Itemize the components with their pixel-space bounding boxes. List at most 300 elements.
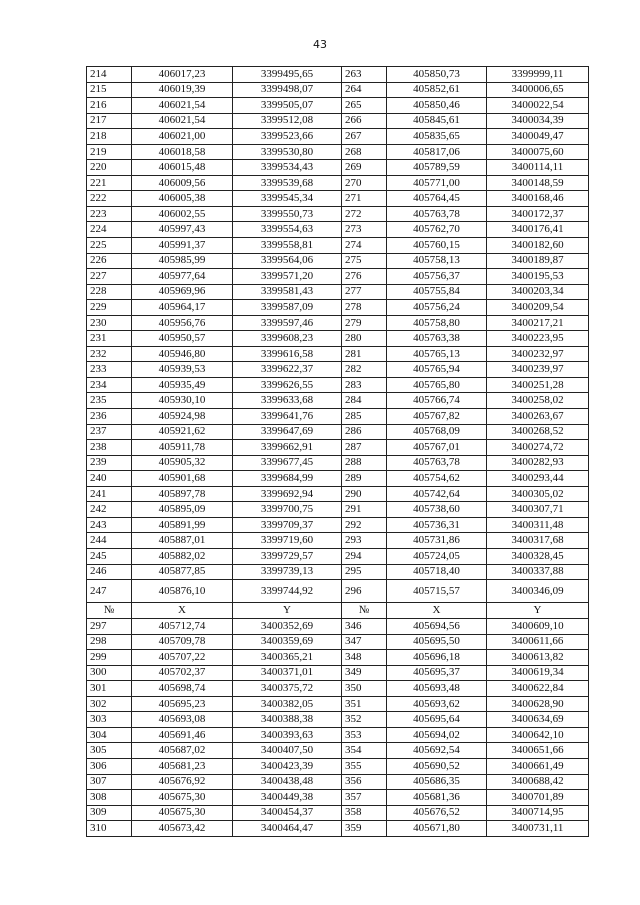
y-column-header: Y xyxy=(487,603,589,619)
point-number-cell: 272 xyxy=(342,206,387,222)
point-number-cell: 227 xyxy=(87,269,132,285)
table-row xyxy=(87,743,589,759)
table-row xyxy=(87,409,589,425)
x-coordinate-cell: 405695,50 xyxy=(387,634,487,650)
point-number-cell: 300 xyxy=(87,665,132,681)
point-number-cell: 358 xyxy=(342,805,387,821)
y-coordinate-cell: 3400393,63 xyxy=(233,727,342,743)
point-number-cell: 295 xyxy=(342,564,387,580)
point-number-cell: 287 xyxy=(342,440,387,456)
number-column-header: № xyxy=(87,603,132,619)
y-coordinate-cell: 3400328,45 xyxy=(487,548,589,564)
y-coordinate-cell: 3400423,39 xyxy=(233,758,342,774)
x-coordinate-cell: 405969,96 xyxy=(132,284,233,300)
y-coordinate-cell: 3399495,65 xyxy=(233,67,342,83)
y-coordinate-cell: 3399729,57 xyxy=(233,548,342,564)
point-number-cell: 223 xyxy=(87,206,132,222)
y-coordinate-cell: 3399684,99 xyxy=(233,471,342,487)
x-coordinate-cell: 405686,35 xyxy=(387,774,487,790)
point-number-cell: 276 xyxy=(342,269,387,285)
point-number-cell: 222 xyxy=(87,191,132,207)
y-coordinate-cell: 3400731,11 xyxy=(487,821,589,837)
x-coordinate-cell: 405897,78 xyxy=(132,486,233,502)
x-coordinate-cell: 406021,00 xyxy=(132,129,233,145)
table-row xyxy=(87,175,589,191)
y-coordinate-cell: 3399709,37 xyxy=(233,517,342,533)
y-coordinate-cell: 3400688,42 xyxy=(487,774,589,790)
point-number-cell: 303 xyxy=(87,712,132,728)
table-row xyxy=(87,821,589,837)
table-row xyxy=(87,727,589,743)
x-coordinate-cell: 405693,08 xyxy=(132,712,233,728)
y-coordinate-cell: 3400365,21 xyxy=(233,650,342,666)
point-number-cell: 304 xyxy=(87,727,132,743)
y-coordinate-cell: 3399545,34 xyxy=(233,191,342,207)
x-coordinate-cell: 406015,48 xyxy=(132,160,233,176)
table-row xyxy=(87,160,589,176)
table-row xyxy=(87,650,589,666)
x-coordinate-cell: 405687,02 xyxy=(132,743,233,759)
point-number-cell: 267 xyxy=(342,129,387,145)
x-coordinate-cell: 405905,32 xyxy=(132,455,233,471)
y-coordinate-cell: 3399662,91 xyxy=(233,440,342,456)
table-row xyxy=(87,805,589,821)
point-number-cell: 246 xyxy=(87,564,132,580)
x-coordinate-cell: 405694,56 xyxy=(387,619,487,635)
y-coordinate-cell: 3400114,11 xyxy=(487,160,589,176)
y-coordinate-cell: 3400628,90 xyxy=(487,696,589,712)
y-coordinate-cell: 3400305,02 xyxy=(487,486,589,502)
point-number-cell: 284 xyxy=(342,393,387,409)
y-coordinate-cell: 3400168,46 xyxy=(487,191,589,207)
table-row xyxy=(87,238,589,254)
y-coordinate-cell: 3399498,07 xyxy=(233,82,342,98)
x-coordinate-cell: 406021,54 xyxy=(132,98,233,114)
coordinates-table xyxy=(86,66,589,837)
y-coordinate-cell: 3400195,53 xyxy=(487,269,589,285)
x-coordinate-cell: 405758,80 xyxy=(387,315,487,331)
y-coordinate-cell: 3399739,13 xyxy=(233,564,342,580)
x-coordinate-cell: 405754,62 xyxy=(387,471,487,487)
table-row xyxy=(87,681,589,697)
table-row xyxy=(87,533,589,549)
y-coordinate-cell: 3400075,60 xyxy=(487,144,589,160)
x-coordinate-cell: 405763,38 xyxy=(387,331,487,347)
x-coordinate-cell: 405758,13 xyxy=(387,253,487,269)
x-coordinate-cell: 405768,09 xyxy=(387,424,487,440)
point-number-cell: 230 xyxy=(87,315,132,331)
table-row xyxy=(87,206,589,222)
x-coordinate-cell: 405715,57 xyxy=(387,580,487,603)
y-coordinate-cell: 3399534,43 xyxy=(233,160,342,176)
y-coordinate-cell: 3400661,49 xyxy=(487,758,589,774)
x-coordinate-cell: 405724,05 xyxy=(387,548,487,564)
x-coordinate-cell: 405876,10 xyxy=(132,580,233,603)
x-coordinate-cell: 406017,23 xyxy=(132,67,233,83)
point-number-cell: 279 xyxy=(342,315,387,331)
x-coordinate-cell: 405845,61 xyxy=(387,113,487,129)
point-number-cell: 307 xyxy=(87,774,132,790)
y-coordinate-cell: 3400232,97 xyxy=(487,346,589,362)
y-coordinate-cell: 3399700,75 xyxy=(233,502,342,518)
y-coordinate-cell: 3400714,95 xyxy=(487,805,589,821)
y-coordinate-cell: 3399550,73 xyxy=(233,206,342,222)
x-coordinate-cell: 405760,15 xyxy=(387,238,487,254)
x-coordinate-cell: 405763,78 xyxy=(387,206,487,222)
x-coordinate-cell: 405946,80 xyxy=(132,346,233,362)
x-coordinate-cell: 405877,85 xyxy=(132,564,233,580)
point-number-cell: 283 xyxy=(342,377,387,393)
point-number-cell: 224 xyxy=(87,222,132,238)
point-number-cell: 288 xyxy=(342,455,387,471)
y-coordinate-cell: 3399587,09 xyxy=(233,300,342,316)
point-number-cell: 232 xyxy=(87,346,132,362)
point-number-cell: 274 xyxy=(342,238,387,254)
x-coordinate-cell: 405718,40 xyxy=(387,564,487,580)
point-number-cell: 242 xyxy=(87,502,132,518)
y-coordinate-cell: 3400352,69 xyxy=(233,619,342,635)
table-row xyxy=(87,129,589,145)
x-coordinate-cell: 405736,31 xyxy=(387,517,487,533)
y-coordinate-cell: 3400622,84 xyxy=(487,681,589,697)
point-number-cell: 263 xyxy=(342,67,387,83)
x-coordinate-cell: 405756,37 xyxy=(387,269,487,285)
point-number-cell: 215 xyxy=(87,82,132,98)
y-coordinate-cell: 3399597,46 xyxy=(233,315,342,331)
point-number-cell: 221 xyxy=(87,175,132,191)
y-coordinate-cell: 3400375,72 xyxy=(233,681,342,697)
point-number-cell: 286 xyxy=(342,424,387,440)
x-coordinate-cell: 405755,84 xyxy=(387,284,487,300)
table-row xyxy=(87,619,589,635)
x-coordinate-cell: 405835,65 xyxy=(387,129,487,145)
y-coordinate-cell: 3400006,65 xyxy=(487,82,589,98)
table-row xyxy=(87,564,589,580)
x-coordinate-cell: 405935,49 xyxy=(132,377,233,393)
y-coordinate-cell: 3400438,48 xyxy=(233,774,342,790)
y-coordinate-cell: 3400268,52 xyxy=(487,424,589,440)
x-coordinate-cell: 405887,01 xyxy=(132,533,233,549)
y-coordinate-cell: 3400022,54 xyxy=(487,98,589,114)
table-row xyxy=(87,284,589,300)
table-row xyxy=(87,455,589,471)
x-coordinate-cell: 405671,80 xyxy=(387,821,487,837)
y-coordinate-cell: 3399523,66 xyxy=(233,129,342,145)
x-coordinate-cell: 405911,78 xyxy=(132,440,233,456)
x-coordinate-cell: 405681,23 xyxy=(132,758,233,774)
table-row xyxy=(87,269,589,285)
y-coordinate-cell: 3400217,21 xyxy=(487,315,589,331)
x-coordinate-cell: 405695,64 xyxy=(387,712,487,728)
x-coordinate-cell: 405997,43 xyxy=(132,222,233,238)
y-coordinate-cell: 3400449,38 xyxy=(233,790,342,806)
x-coordinate-cell: 405756,24 xyxy=(387,300,487,316)
x-coordinate-cell: 405673,42 xyxy=(132,821,233,837)
point-number-cell: 269 xyxy=(342,160,387,176)
x-coordinate-cell: 405738,60 xyxy=(387,502,487,518)
y-coordinate-cell: 3400634,69 xyxy=(487,712,589,728)
y-coordinate-cell: 3400263,67 xyxy=(487,409,589,425)
x-coordinate-cell: 405742,64 xyxy=(387,486,487,502)
y-coordinate-cell: 3400293,44 xyxy=(487,471,589,487)
y-coordinate-cell: 3400034,39 xyxy=(487,113,589,129)
y-coordinate-cell: 3400251,28 xyxy=(487,377,589,393)
x-coordinate-cell: 405698,74 xyxy=(132,681,233,697)
point-number-cell: 238 xyxy=(87,440,132,456)
y-coordinate-cell: 3399633,68 xyxy=(233,393,342,409)
y-coordinate-cell: 3399554,63 xyxy=(233,222,342,238)
y-coordinate-cell: 3400609,10 xyxy=(487,619,589,635)
y-coordinate-cell: 3399539,68 xyxy=(233,175,342,191)
y-coordinate-cell: 3399647,69 xyxy=(233,424,342,440)
point-number-cell: 310 xyxy=(87,821,132,837)
point-number-cell: 235 xyxy=(87,393,132,409)
point-number-cell: 359 xyxy=(342,821,387,837)
point-number-cell: 231 xyxy=(87,331,132,347)
table-row xyxy=(87,113,589,129)
table-row xyxy=(87,486,589,502)
point-number-cell: 298 xyxy=(87,634,132,650)
y-coordinate-cell: 3399505,07 xyxy=(233,98,342,114)
point-number-cell: 355 xyxy=(342,758,387,774)
x-coordinate-cell: 406002,55 xyxy=(132,206,233,222)
y-coordinate-cell: 3400388,38 xyxy=(233,712,342,728)
point-number-cell: 233 xyxy=(87,362,132,378)
x-coordinate-cell: 405694,02 xyxy=(387,727,487,743)
y-coordinate-cell: 3399999,11 xyxy=(487,67,589,83)
y-column-header: Y xyxy=(233,603,342,619)
point-number-cell: 356 xyxy=(342,774,387,790)
x-coordinate-cell: 405991,37 xyxy=(132,238,233,254)
number-column-header: № xyxy=(342,603,387,619)
y-coordinate-cell: 3400611,66 xyxy=(487,634,589,650)
x-coordinate-cell: 405675,30 xyxy=(132,805,233,821)
point-number-cell: 296 xyxy=(342,580,387,603)
x-coordinate-cell: 405789,59 xyxy=(387,160,487,176)
point-number-cell: 278 xyxy=(342,300,387,316)
table-row xyxy=(87,300,589,316)
table-row xyxy=(87,222,589,238)
point-number-cell: 247 xyxy=(87,580,132,603)
y-coordinate-cell: 3400619,34 xyxy=(487,665,589,681)
y-coordinate-cell: 3399641,76 xyxy=(233,409,342,425)
x-coordinate-cell: 405817,06 xyxy=(387,144,487,160)
y-coordinate-cell: 3400239,97 xyxy=(487,362,589,378)
point-number-cell: 277 xyxy=(342,284,387,300)
point-number-cell: 297 xyxy=(87,619,132,635)
x-coordinate-cell: 405681,36 xyxy=(387,790,487,806)
point-number-cell: 299 xyxy=(87,650,132,666)
x-coordinate-cell: 405692,54 xyxy=(387,743,487,759)
y-coordinate-cell: 3400701,89 xyxy=(487,790,589,806)
y-coordinate-cell: 3399581,43 xyxy=(233,284,342,300)
point-number-cell: 241 xyxy=(87,486,132,502)
point-number-cell: 237 xyxy=(87,424,132,440)
point-number-cell: 351 xyxy=(342,696,387,712)
table-row xyxy=(87,712,589,728)
table-row xyxy=(87,665,589,681)
x-coordinate-cell: 405985,99 xyxy=(132,253,233,269)
point-number-cell: 352 xyxy=(342,712,387,728)
x-coordinate-cell: 405771,00 xyxy=(387,175,487,191)
x-coordinate-cell: 405950,57 xyxy=(132,331,233,347)
table-row xyxy=(87,346,589,362)
point-number-cell: 244 xyxy=(87,533,132,549)
x-column-header: X xyxy=(132,603,233,619)
y-coordinate-cell: 3399512,08 xyxy=(233,113,342,129)
y-coordinate-cell: 3399564,06 xyxy=(233,253,342,269)
x-coordinate-cell: 405895,09 xyxy=(132,502,233,518)
point-number-cell: 270 xyxy=(342,175,387,191)
point-number-cell: 280 xyxy=(342,331,387,347)
y-coordinate-cell: 3400307,71 xyxy=(487,502,589,518)
table-row xyxy=(87,82,589,98)
y-coordinate-cell: 3400274,72 xyxy=(487,440,589,456)
point-number-cell: 357 xyxy=(342,790,387,806)
x-coordinate-cell: 405709,78 xyxy=(132,634,233,650)
y-coordinate-cell: 3399608,23 xyxy=(233,331,342,347)
y-coordinate-cell: 3400407,50 xyxy=(233,743,342,759)
table-row xyxy=(87,758,589,774)
point-number-cell: 348 xyxy=(342,650,387,666)
table-row xyxy=(87,331,589,347)
point-number-cell: 234 xyxy=(87,377,132,393)
point-number-cell: 219 xyxy=(87,144,132,160)
table-row xyxy=(87,253,589,269)
point-number-cell: 266 xyxy=(342,113,387,129)
page-number: 43 xyxy=(313,38,327,51)
y-coordinate-cell: 3400176,41 xyxy=(487,222,589,238)
y-coordinate-cell: 3400371,01 xyxy=(233,665,342,681)
point-number-cell: 301 xyxy=(87,681,132,697)
x-coordinate-cell: 406005,38 xyxy=(132,191,233,207)
y-coordinate-cell: 3400454,37 xyxy=(233,805,342,821)
x-coordinate-cell: 405712,74 xyxy=(132,619,233,635)
point-number-cell: 306 xyxy=(87,758,132,774)
x-coordinate-cell: 405695,23 xyxy=(132,696,233,712)
table-row xyxy=(87,580,589,603)
point-number-cell: 264 xyxy=(342,82,387,98)
point-number-cell: 273 xyxy=(342,222,387,238)
point-number-cell: 236 xyxy=(87,409,132,425)
point-number-cell: 225 xyxy=(87,238,132,254)
x-coordinate-cell: 405762,70 xyxy=(387,222,487,238)
y-coordinate-cell: 3400182,60 xyxy=(487,238,589,254)
x-coordinate-cell: 405765,13 xyxy=(387,346,487,362)
point-number-cell: 309 xyxy=(87,805,132,821)
y-coordinate-cell: 3400642,10 xyxy=(487,727,589,743)
x-coordinate-cell: 405766,74 xyxy=(387,393,487,409)
point-number-cell: 243 xyxy=(87,517,132,533)
point-number-cell: 228 xyxy=(87,284,132,300)
table-row xyxy=(87,502,589,518)
x-coordinate-cell: 405852,61 xyxy=(387,82,487,98)
header-row xyxy=(87,603,589,619)
y-coordinate-cell: 3400049,47 xyxy=(487,129,589,145)
table-row xyxy=(87,440,589,456)
point-number-cell: 294 xyxy=(342,548,387,564)
point-number-cell: 216 xyxy=(87,98,132,114)
point-number-cell: 354 xyxy=(342,743,387,759)
x-coordinate-cell: 405765,94 xyxy=(387,362,487,378)
x-coordinate-cell: 405696,18 xyxy=(387,650,487,666)
point-number-cell: 271 xyxy=(342,191,387,207)
y-coordinate-cell: 3399616,58 xyxy=(233,346,342,362)
y-coordinate-cell: 3400337,88 xyxy=(487,564,589,580)
y-coordinate-cell: 3400346,09 xyxy=(487,580,589,603)
y-coordinate-cell: 3399677,45 xyxy=(233,455,342,471)
y-coordinate-cell: 3400317,68 xyxy=(487,533,589,549)
y-coordinate-cell: 3399719,60 xyxy=(233,533,342,549)
x-column-header: X xyxy=(387,603,487,619)
y-coordinate-cell: 3400311,48 xyxy=(487,517,589,533)
x-coordinate-cell: 405707,22 xyxy=(132,650,233,666)
point-number-cell: 268 xyxy=(342,144,387,160)
table-row xyxy=(87,471,589,487)
x-coordinate-cell: 405693,62 xyxy=(387,696,487,712)
point-number-cell: 308 xyxy=(87,790,132,806)
y-coordinate-cell: 3400209,54 xyxy=(487,300,589,316)
y-coordinate-cell: 3400651,66 xyxy=(487,743,589,759)
point-number-cell: 229 xyxy=(87,300,132,316)
point-number-cell: 305 xyxy=(87,743,132,759)
table-row xyxy=(87,790,589,806)
x-coordinate-cell: 405964,17 xyxy=(132,300,233,316)
table-row xyxy=(87,424,589,440)
x-coordinate-cell: 406021,54 xyxy=(132,113,233,129)
table-row xyxy=(87,98,589,114)
y-coordinate-cell: 3400282,93 xyxy=(487,455,589,471)
x-coordinate-cell: 405690,52 xyxy=(387,758,487,774)
point-number-cell: 240 xyxy=(87,471,132,487)
point-number-cell: 239 xyxy=(87,455,132,471)
x-coordinate-cell: 405921,62 xyxy=(132,424,233,440)
table-row xyxy=(87,144,589,160)
x-coordinate-cell: 405702,37 xyxy=(132,665,233,681)
y-coordinate-cell: 3400382,05 xyxy=(233,696,342,712)
point-number-cell: 292 xyxy=(342,517,387,533)
point-number-cell: 265 xyxy=(342,98,387,114)
point-number-cell: 214 xyxy=(87,67,132,83)
x-coordinate-cell: 405939,53 xyxy=(132,362,233,378)
table-row xyxy=(87,315,589,331)
point-number-cell: 350 xyxy=(342,681,387,697)
x-coordinate-cell: 405764,45 xyxy=(387,191,487,207)
y-coordinate-cell: 3399558,81 xyxy=(233,238,342,254)
y-coordinate-cell: 3400464,47 xyxy=(233,821,342,837)
y-coordinate-cell: 3400359,69 xyxy=(233,634,342,650)
x-coordinate-cell: 406018,58 xyxy=(132,144,233,160)
x-coordinate-cell: 405691,46 xyxy=(132,727,233,743)
x-coordinate-cell: 405731,86 xyxy=(387,533,487,549)
point-number-cell: 349 xyxy=(342,665,387,681)
y-coordinate-cell: 3400258,02 xyxy=(487,393,589,409)
point-number-cell: 291 xyxy=(342,502,387,518)
x-coordinate-cell: 405767,01 xyxy=(387,440,487,456)
point-number-cell: 281 xyxy=(342,346,387,362)
x-coordinate-cell: 405882,02 xyxy=(132,548,233,564)
y-coordinate-cell: 3399571,20 xyxy=(233,269,342,285)
point-number-cell: 245 xyxy=(87,548,132,564)
y-coordinate-cell: 3399692,94 xyxy=(233,486,342,502)
point-number-cell: 218 xyxy=(87,129,132,145)
x-coordinate-cell: 405956,76 xyxy=(132,315,233,331)
y-coordinate-cell: 3400189,87 xyxy=(487,253,589,269)
x-coordinate-cell: 405767,82 xyxy=(387,409,487,425)
x-coordinate-cell: 405891,99 xyxy=(132,517,233,533)
table-row xyxy=(87,67,589,83)
y-coordinate-cell: 3400148,59 xyxy=(487,175,589,191)
